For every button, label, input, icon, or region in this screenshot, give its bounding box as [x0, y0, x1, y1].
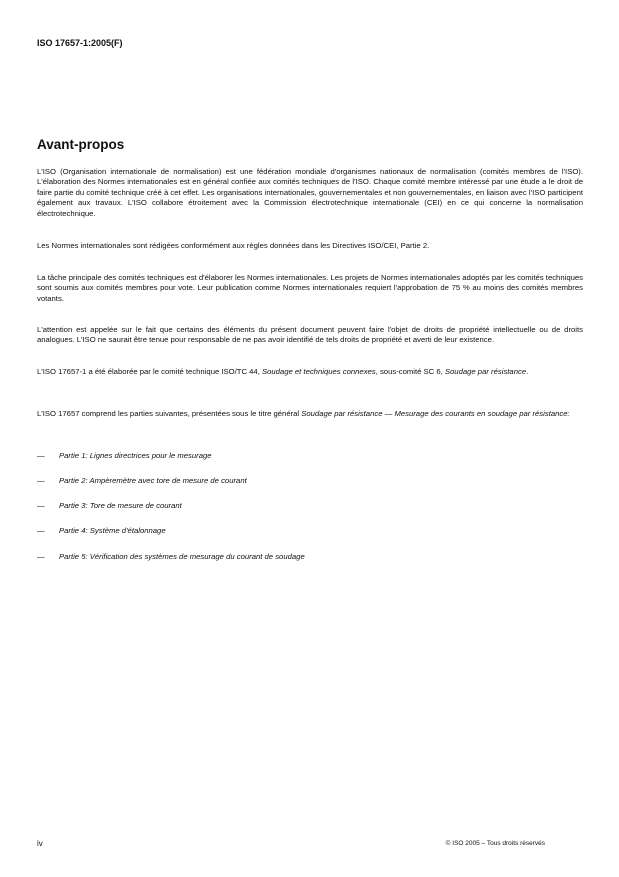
list-item [37, 501, 182, 510]
list-item-text: Partie 4: Système d'étalonnage [59, 526, 166, 535]
paragraph-patents: L'attention est appelée sur le fait que certains des éléments du présent document peuvent faire l'objet de droits de propriété intellectuelle ou de droits analogues. L'ISO ne saurait être tenue pour responsable de ne pas avoir identifié de tels droits de propriété et averti de leur existence. [37, 325, 583, 345]
list-item-text: Partie 3: Tore de mesure de courant [59, 501, 182, 510]
paragraph-iso-intro: L'ISO (Organisation internationale de normalisation) est une fédération mondiale d'organismes nationaux de normalisation (comités membres de l'ISO). L'élaboration des Normes internationales est en général confiée aux comités techniques de l'ISO. Chaque comité membre intéressé par une étude a le droit de faire partie du comité technique créé à cet effet. Les organisations internationales, gouvernementales et non gouvernementales, en liaison avec l'ISO participent également aux travaux. L'ISO collabore étroitement avec la Commission électrotechnique internationale (CEI) en ce qui concerne la normalisation électrotechnique. [37, 167, 583, 218]
paragraph-directives: Les Normes internationales sont rédigées conformément aux règles données dans les Directives ISO/CEI, Partie 2. [37, 241, 430, 250]
dash-bullet: — [37, 526, 45, 535]
dash-bullet: — [37, 451, 45, 460]
text: , sous-comité SC 6, [375, 367, 445, 376]
dash-bullet: — [37, 552, 45, 561]
text: L'ISO 17657-1 a été élaborée par le comité technique ISO/TC 44, [37, 367, 262, 376]
committee-name: Soudage et techniques connexes [261, 367, 376, 376]
copyright-notice: © ISO 2005 – Tous droits réservés [445, 840, 545, 847]
paragraph-committees: La tâche principale des comités techniques est d'élaborer les Normes internationales. Les projets de Normes internationales adoptés par les comités techniques sont soumis aux comités membres pour vote. Leur publication comme Normes internationales requiert l'approbation de 75 % au moins des comités membres votants. [37, 273, 583, 303]
list-item-text: Partie 5: Vérification des systèmes de mesurage du courant de soudage [59, 552, 305, 561]
list-item [37, 451, 212, 460]
document-header: ISO 17657-1:2005(F) [37, 38, 123, 48]
paragraph-parts-intro [37, 409, 583, 419]
list-item-text: Partie 1: Lignes directrices pour le mesurage [59, 451, 212, 460]
list-item-text: Partie 2: Ampèremètre avec tore de mesure de courant [59, 476, 247, 485]
subcommittee-name: Soudage par résistance [444, 367, 527, 376]
general-title: Soudage par résistance — Mesurage des courants en soudage par résistance: [301, 409, 570, 418]
dash-bullet: — [37, 476, 45, 485]
section-title: Avant-propos [37, 137, 125, 152]
paragraph-prepared-by [37, 367, 583, 377]
dash-bullet: — [37, 501, 45, 510]
list-item [37, 526, 166, 535]
text: . [526, 367, 529, 376]
list-item [37, 552, 305, 561]
page-number: iv [37, 839, 43, 848]
text: L'ISO 17657 comprend les parties suivantes, présentées sous le titre général [37, 409, 302, 418]
list-item [37, 476, 247, 485]
